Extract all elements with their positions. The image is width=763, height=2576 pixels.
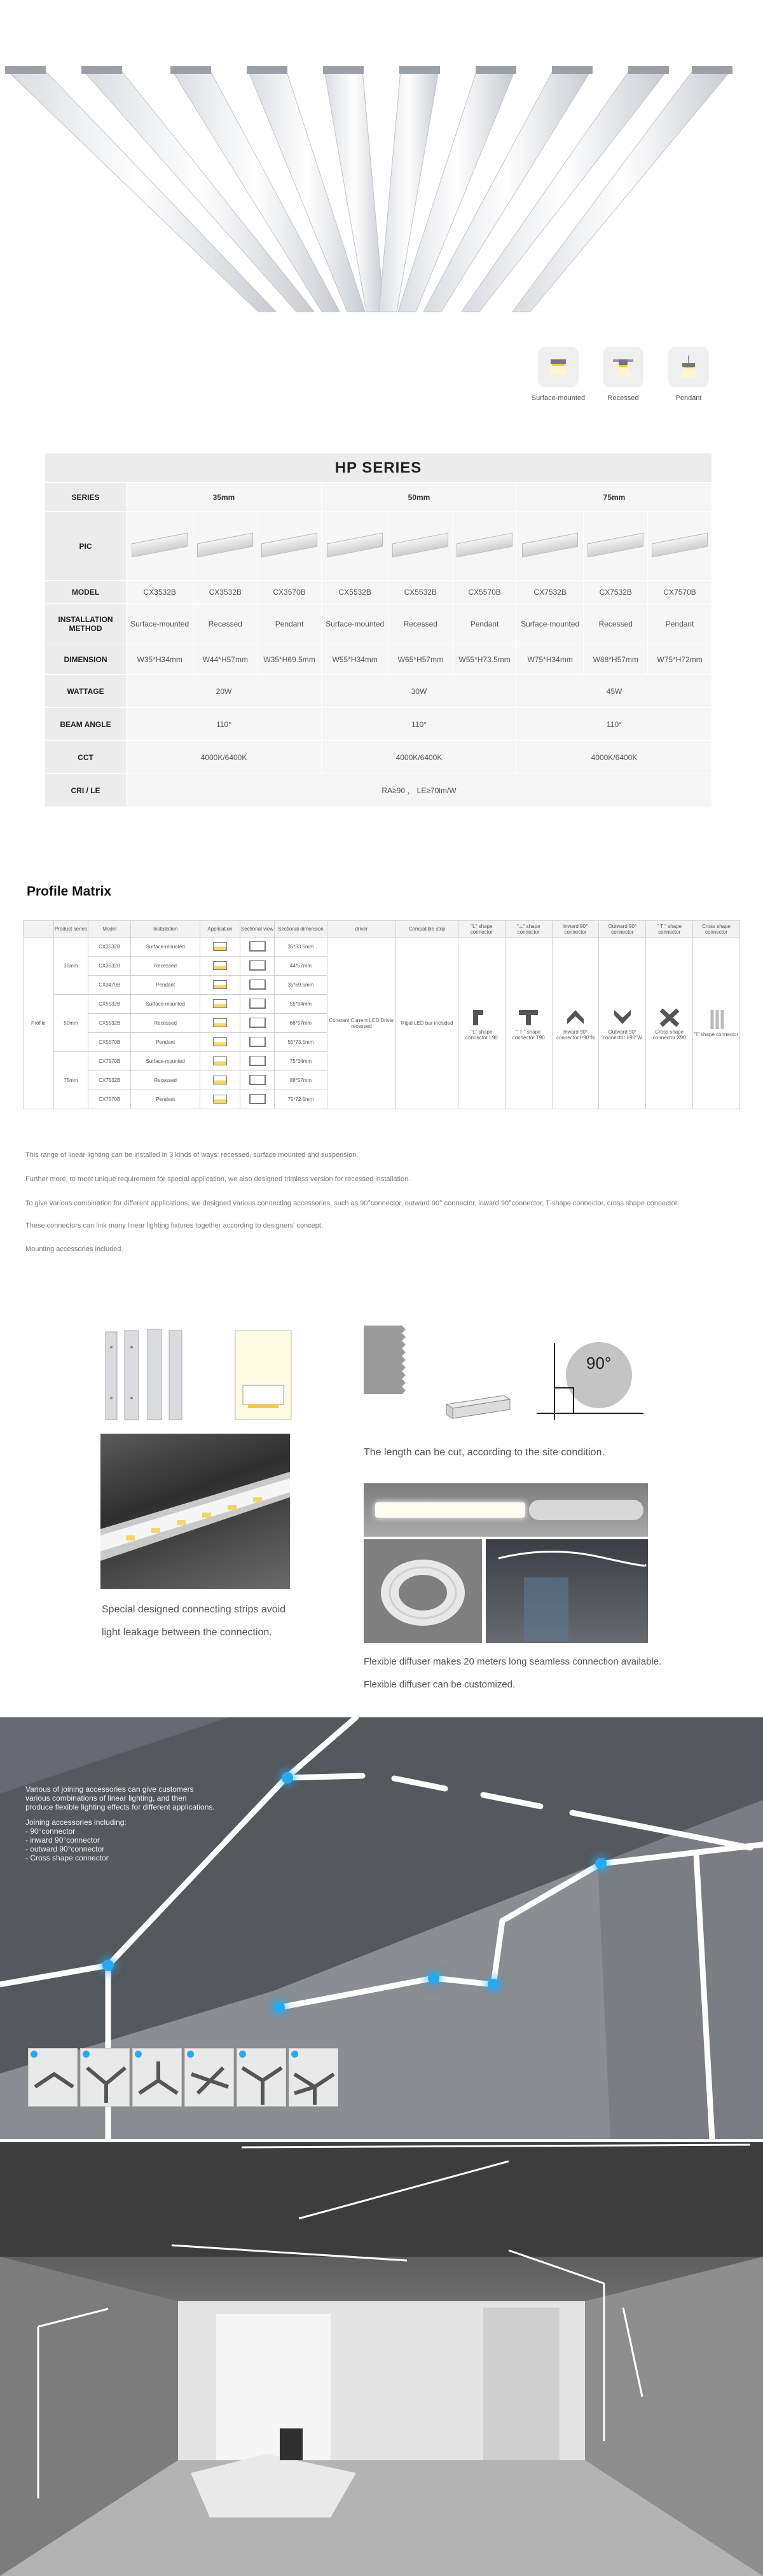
matrix-model: CX3470B <box>88 976 131 995</box>
matrix-dimension: 35*33.5mm <box>275 938 327 957</box>
matrix-model: CX7570B <box>88 1052 131 1071</box>
application-icon <box>213 961 227 970</box>
angle-90-label: 90° <box>586 1354 612 1373</box>
application-icon <box>213 1056 227 1065</box>
dimension-cell-6: W75*H34mm <box>516 644 583 675</box>
joining-intro-3: produce flexible lighting effects for different applications. <box>25 1803 215 1811</box>
dimension-cell-1: W44*H57mm <box>193 644 258 675</box>
model-cell-0: CX3532B <box>127 581 193 604</box>
connector-label: "L" shape connector L90 <box>465 1028 498 1041</box>
hero-strip-cap <box>323 66 364 74</box>
matrix-dimension: 66*57mm <box>275 1014 327 1033</box>
joining-intro-1: Various of joining accessories can give customers <box>25 1785 194 1794</box>
product-profile-image <box>261 532 317 557</box>
matrix-install: Pendant <box>131 1090 200 1109</box>
matrix-application <box>200 1033 240 1052</box>
application-icon <box>213 1037 227 1046</box>
matrix-application <box>200 995 240 1014</box>
wattage-35: 20W <box>127 675 322 708</box>
hero-strip-cap <box>5 66 46 74</box>
matrix-sectional-view <box>240 995 274 1014</box>
description-5: Mounting accessories included. <box>25 1245 123 1253</box>
row-label-dimension: DIMENSION <box>45 644 127 675</box>
hp-series-table <box>45 453 712 807</box>
product-profile-image <box>197 532 253 557</box>
matrix-install: Surface-mounted <box>131 1052 200 1071</box>
matrix-connector-4 <box>646 938 693 1109</box>
description-3: To give various combination for different applications, we designed various connecting accessories, such as 90°connector, outward 90° connector, inward 90°connector, T-shape connector, cross shape connector. <box>25 1200 679 1207</box>
connector-label: Outward 90° connector I-90°W <box>602 1028 642 1041</box>
hero-strip-cap <box>628 66 669 74</box>
strip-caption-2: light leakage between the connection. <box>102 1627 272 1638</box>
wattage-50: 30W <box>321 675 516 708</box>
row-label-wattage: WATTAGE <box>45 675 127 708</box>
matrix-connector-1 <box>505 938 552 1109</box>
matrix-dimension: 75*34mm <box>275 1052 327 1071</box>
product-profile-image <box>392 532 448 557</box>
model-cell-5: CX5570B <box>453 581 517 604</box>
profile-matrix-title: Profile Matrix <box>27 884 112 899</box>
cct-75: 4000K/6400K <box>516 741 711 774</box>
pic-cell-4 <box>388 512 453 581</box>
connector-icon <box>612 1006 633 1028</box>
matrix-install: Surface-mounted <box>131 938 200 957</box>
joining-item-3: - outward 90°connector <box>25 1845 105 1853</box>
matrix-connector-3 <box>599 938 646 1109</box>
diffuser-strip-photo <box>364 1483 648 1537</box>
connector-dot-4 <box>428 1972 439 1984</box>
matrix-sectional-view <box>240 1052 274 1071</box>
row-label-beam: BEAM ANGLE <box>45 708 127 741</box>
matrix-model: CX3532B <box>88 938 131 957</box>
pic-cell-0 <box>127 512 193 581</box>
matrix-header-11: Inward 90° connector <box>552 921 599 938</box>
diffuser-installed-photo <box>486 1539 648 1643</box>
matrix-header-4: Application <box>200 921 240 938</box>
surface-mounted-icon <box>538 347 579 387</box>
application-icon <box>213 1076 227 1084</box>
profile-matrix-table <box>23 920 740 1109</box>
connecting-strips-image <box>102 1328 292 1423</box>
matrix-dimension: 35*69.5mm <box>275 976 327 995</box>
model-cell-8: CX7570B <box>648 581 712 604</box>
section-icon <box>249 1075 266 1085</box>
installation-cell-5: Pendant <box>453 604 517 644</box>
matrix-series: 75mm <box>53 1052 88 1109</box>
hero-strip-cap <box>399 66 440 74</box>
connector-label: " T " shape connector T90 <box>512 1028 545 1041</box>
connection-photo <box>100 1434 290 1589</box>
diffuser-roll-photo <box>364 1539 482 1643</box>
matrix-header-5: Sectional view <box>240 921 274 938</box>
matrix-connector-2 <box>552 938 599 1109</box>
connector-icon <box>518 1006 539 1028</box>
dimension-cell-8: W75*H72mm <box>648 644 712 675</box>
row-label-cri: CRI / LE <box>45 774 127 807</box>
model-cell-7: CX7532B <box>584 581 648 604</box>
dimension-cell-7: W88*H57mm <box>584 644 648 675</box>
matrix-model: CX7532B <box>88 1071 131 1090</box>
pic-cell-7 <box>584 512 648 581</box>
connector-icon <box>706 1009 727 1030</box>
matrix-header-0 <box>24 921 54 938</box>
row-label-model: MODEL <box>45 581 127 604</box>
application-icon <box>213 1095 227 1104</box>
matrix-application <box>200 1052 240 1071</box>
matrix-dimension: 75*72.5mm <box>275 1090 327 1109</box>
application-icon <box>213 1018 227 1027</box>
dimension-cell-4: W65*H57mm <box>388 644 453 675</box>
hero-strip-cap <box>170 66 211 74</box>
section-icon <box>249 1094 266 1104</box>
connector-thumb-5 <box>237 2048 286 2107</box>
matrix-header-1: Product series <box>53 921 88 938</box>
matrix-strip: Rigid LED bar included <box>396 938 458 1109</box>
matrix-header-10: "⊥" shape connector <box>505 921 552 938</box>
pic-cell-1 <box>193 512 258 581</box>
series-50: 50mm <box>321 483 516 512</box>
matrix-model: CX5570B <box>88 1033 131 1052</box>
model-cell-3: CX5532B <box>321 581 388 604</box>
row-label-pic: PIC <box>45 512 127 581</box>
row-label-series: SERIES <box>45 483 127 512</box>
description-2: Further more, to meet unique requirement for special application, we also designed trimless version for recessed installation. <box>25 1175 411 1183</box>
matrix-install: Surface-mounted <box>131 995 200 1014</box>
connector-dot-1 <box>282 1772 293 1783</box>
description-4: These connectors can link many linear lighting fixtures together according to designers' concept. <box>25 1222 324 1229</box>
product-profile-image <box>522 532 578 557</box>
joining-text-block <box>25 1785 242 1862</box>
matrix-sectional-view <box>240 1014 274 1033</box>
matrix-row <box>24 938 740 957</box>
surface-mounted-label: Surface-mounted <box>531 394 586 402</box>
matrix-header-13: " T " shape connector <box>646 921 693 938</box>
pic-cell-2 <box>258 512 322 581</box>
section-icon <box>249 1018 266 1028</box>
cri-value: RA≥90 ， LE≥70lm/W <box>127 774 712 807</box>
pic-cell-3 <box>321 512 388 581</box>
matrix-dimension: 88*57mm <box>275 1071 327 1090</box>
matrix-install: Pendant <box>131 976 200 995</box>
section-icon <box>249 1056 266 1066</box>
dimension-cell-2: W35*H69.5mm <box>258 644 322 675</box>
strip-caption-1: Special designed connecting strips avoid <box>102 1604 286 1615</box>
matrix-install: Pendant <box>131 1033 200 1052</box>
section-icon <box>249 960 266 971</box>
matrix-header-8: Compatible strip <box>396 921 458 938</box>
dimension-cell-0: W35*H34mm <box>127 644 193 675</box>
installation-cell-7: Recessed <box>584 604 648 644</box>
matrix-dimension: 55*73.5mm <box>275 1033 327 1052</box>
hero-strip-cap <box>476 66 516 74</box>
installation-cell-1: Recessed <box>193 604 258 644</box>
pendant-label: Pendant <box>675 394 702 402</box>
matrix-driver: Constant Current LED Driver recessed <box>327 938 396 1109</box>
model-cell-4: CX5532B <box>388 581 453 604</box>
installation-cell-8: Pendant <box>648 604 712 644</box>
connector-thumb-1 <box>28 2048 78 2107</box>
series-75: 75mm <box>516 483 711 512</box>
row-label-installation: INSTALLATION METHOD <box>45 604 127 644</box>
matrix-application <box>200 976 240 995</box>
matrix-profile-label: Profile <box>24 938 54 1109</box>
product-profile-image <box>327 532 383 557</box>
joining-item-2: - inward 90°connector <box>25 1836 100 1845</box>
section-icon <box>249 980 266 990</box>
pic-cell-5 <box>453 512 517 581</box>
matrix-header-14: Cross shape connector <box>693 921 740 938</box>
connector-thumb-3 <box>132 2048 182 2107</box>
connector-thumb-6 <box>289 2048 338 2107</box>
application-icon <box>213 942 227 951</box>
connector-thumb-2 <box>80 2048 130 2107</box>
cutting-diagram <box>364 1324 650 1426</box>
model-cell-6: CX7532B <box>516 581 583 604</box>
hp-series-title: HP SERIES <box>45 454 712 483</box>
matrix-sectional-view <box>240 1090 274 1109</box>
connector-dot-5 <box>488 1979 499 1990</box>
recessed-label: Recessed <box>607 394 639 402</box>
hero-strip-cap <box>81 66 122 74</box>
pendant-icon <box>668 347 709 387</box>
product-profile-image <box>132 532 188 557</box>
matrix-application <box>200 1071 240 1090</box>
beam-35: 110° <box>127 708 322 741</box>
matrix-application <box>200 957 240 976</box>
connector-dot-6 <box>595 1858 607 1869</box>
hero-strip-cap <box>552 66 593 74</box>
matrix-dimension: 55*34mm <box>275 995 327 1014</box>
series-35: 35mm <box>127 483 322 512</box>
pic-cell-8 <box>648 512 712 581</box>
matrix-header-9: "L" shape connector <box>458 921 505 938</box>
matrix-header-6: Sectional dimension <box>275 921 327 938</box>
hero-strip-cap <box>247 66 287 74</box>
matrix-model: CX3532B <box>88 957 131 976</box>
matrix-connector-5 <box>693 938 740 1109</box>
model-cell-1: CX3532B <box>193 581 258 604</box>
connector-dot-2 <box>102 1960 114 1971</box>
matrix-application <box>200 1090 240 1109</box>
recessed-icon <box>603 347 643 387</box>
installation-cell-3: Surface-mounted <box>321 604 388 644</box>
matrix-series: 50mm <box>53 995 88 1052</box>
dimension-cell-3: W55*H34mm <box>321 644 388 675</box>
cct-35: 4000K/6400K <box>127 741 322 774</box>
joining-list-title: Joining accessories including: <box>25 1818 127 1827</box>
section-icon <box>249 941 266 952</box>
matrix-series: 35mm <box>53 938 88 995</box>
pic-cell-6 <box>516 512 583 581</box>
matrix-model: CX7570B <box>88 1090 131 1109</box>
matrix-header-7: driver <box>327 921 396 938</box>
matrix-sectional-view <box>240 1071 274 1090</box>
beam-50: 110° <box>321 708 516 741</box>
matrix-header-2: Model <box>88 921 131 938</box>
diffuser-caption-1: Flexible diffuser makes 20 meters long seamless connection available. <box>364 1656 662 1667</box>
connector-label: Inward 90° connector I-90°N <box>556 1028 595 1041</box>
cut-caption: The length can be cut, according to the site condition. <box>364 1447 605 1458</box>
matrix-application <box>200 938 240 957</box>
connector-label: Cross shape connector X90 <box>652 1028 686 1041</box>
joining-accessories-section <box>0 1717 763 2139</box>
matrix-install: Recessed <box>131 1014 200 1033</box>
product-profile-image <box>457 532 512 557</box>
connector-icon <box>659 1006 680 1028</box>
joining-intro-2: various combinations of linear lighting, and then <box>25 1794 187 1803</box>
matrix-connector-0 <box>458 938 505 1109</box>
connector-label: "I" shape connector <box>694 1032 739 1037</box>
section-icon <box>249 999 266 1009</box>
diffuser-caption-2: Flexible diffuser can be customized. <box>364 1679 516 1690</box>
connector-icon <box>471 1006 492 1028</box>
installation-cell-2: Pendant <box>258 604 322 644</box>
joining-item-4: - Cross shape connector <box>25 1853 109 1862</box>
matrix-install: Recessed <box>131 957 200 976</box>
application-icon <box>213 999 227 1008</box>
matrix-header-3: Installation <box>131 921 200 938</box>
beam-75: 110° <box>516 708 711 741</box>
application-icon <box>213 980 227 989</box>
interior-render-image <box>0 2142 763 2576</box>
hero-strip-cap <box>692 66 732 74</box>
installation-cell-4: Recessed <box>388 604 453 644</box>
matrix-application <box>200 1014 240 1033</box>
matrix-model: CX5532B <box>88 1014 131 1033</box>
matrix-model: CX5532B <box>88 995 131 1014</box>
hero-linear-lights-image <box>0 0 763 331</box>
matrix-header-12: Outward 90° connector <box>599 921 646 938</box>
matrix-sectional-view <box>240 957 274 976</box>
product-profile-image <box>652 532 708 557</box>
matrix-sectional-view <box>240 976 274 995</box>
connector-thumb-4 <box>184 2048 234 2107</box>
installation-cell-0: Surface-mounted <box>127 604 193 644</box>
model-cell-2: CX3570B <box>258 581 322 604</box>
matrix-sectional-view <box>240 1033 274 1052</box>
matrix-sectional-view <box>240 938 274 957</box>
dimension-cell-5: W55*H73.5mm <box>453 644 517 675</box>
connector-icon <box>565 1006 586 1028</box>
connector-dot-3 <box>273 2002 285 2013</box>
cct-50: 4000K/6400K <box>321 741 516 774</box>
matrix-install: Recessed <box>131 1071 200 1090</box>
installation-cell-6: Surface-mounted <box>516 604 583 644</box>
joining-item-1: - 90°connector <box>25 1827 76 1836</box>
section-icon <box>249 1037 266 1047</box>
product-profile-image <box>588 532 643 557</box>
wattage-75: 45W <box>516 675 711 708</box>
matrix-dimension: 44*57mm <box>275 957 327 976</box>
description-1: This range of linear lighting can be installed in 3 kinds of ways: recessed, surface mounted and suspension. <box>25 1151 359 1159</box>
row-label-cct: CCT <box>45 741 127 774</box>
